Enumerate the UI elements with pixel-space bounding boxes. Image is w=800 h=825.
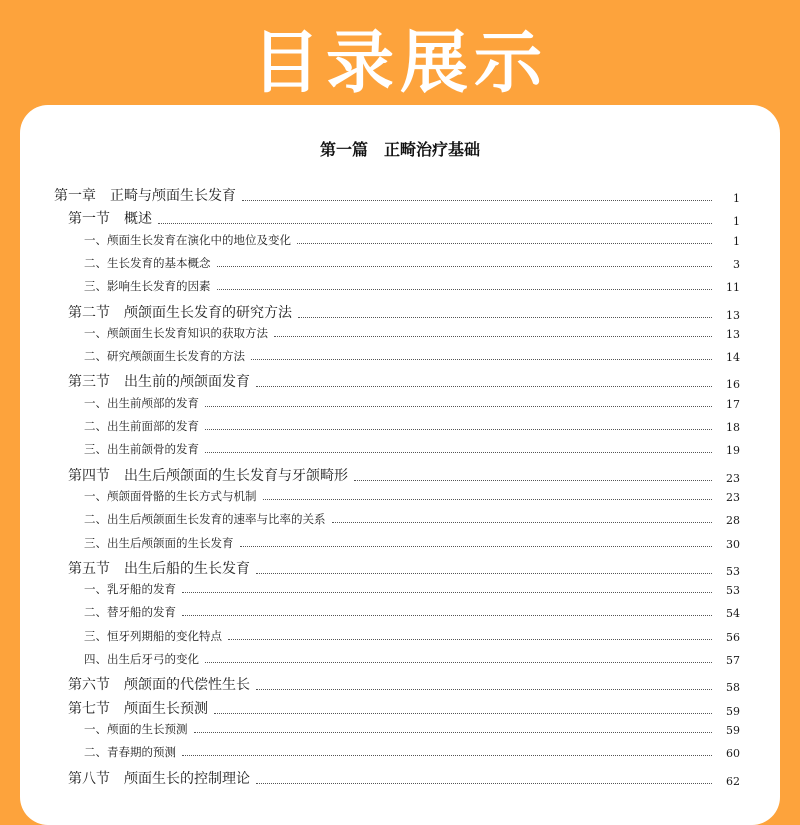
dot-leader — [256, 573, 712, 574]
toc-entry-title: 第一节 概述 — [68, 211, 152, 228]
toc-entry-title: 一、颅面生长发育在演化中的地位及变化 — [84, 232, 291, 247]
dot-leader — [256, 689, 712, 690]
toc-entry-page: 58 — [726, 681, 740, 695]
dot-leader — [297, 243, 712, 244]
toc-entry-title: 第二节 颅颌面生长发育的研究方法 — [68, 304, 292, 321]
toc-entry-page: 13 — [726, 327, 740, 341]
toc-entry-title: 二、出生后颅颌面生长发育的速率与比率的关系 — [84, 512, 326, 527]
toc-subsection — [84, 278, 740, 294]
toc-subsection — [84, 721, 740, 737]
part-title: 第一篇 正畸治疗基础 — [319, 140, 480, 159]
toc-section — [68, 558, 740, 578]
toc-subsection — [84, 651, 740, 667]
toc-subsection — [84, 418, 740, 434]
dot-leader — [205, 429, 712, 430]
dot-leader — [251, 359, 712, 360]
toc-section — [68, 768, 740, 788]
toc-entry-page: 1 — [733, 234, 740, 248]
toc-entry-page: 1 — [733, 215, 740, 229]
toc-entry-page: 11 — [726, 281, 740, 295]
toc-subsection — [84, 535, 740, 551]
toc-entry-title: 第四节 出生后颅颌面的生长发育与牙颌畸形 — [68, 467, 348, 484]
toc-entry-page: 62 — [726, 774, 740, 788]
toc-section — [68, 208, 740, 228]
toc-entry-page: 23 — [726, 490, 740, 504]
dot-leader — [256, 783, 712, 784]
toc-entry-page: 54 — [726, 607, 740, 621]
dot-leader — [256, 386, 712, 387]
toc-entry-page: 28 — [726, 514, 740, 528]
dot-leader — [242, 200, 712, 201]
dot-leader — [217, 266, 713, 267]
toc-section — [68, 674, 740, 694]
toc-entry-title: 三、出生前颌骨的发育 — [84, 442, 199, 457]
toc-section — [68, 302, 740, 322]
toc-entry-page: 19 — [726, 444, 740, 458]
toc-subsection — [84, 744, 740, 760]
toc-entry-title: 二、研究颅颌面生长发育的方法 — [84, 349, 245, 364]
toc-entry-title: 第六节 颅颌面的代偿性生长 — [68, 677, 250, 694]
toc-entry-title: 一、颅颌面骨骼的生长方式与机制 — [84, 488, 257, 503]
toc-chapter — [54, 185, 740, 205]
dot-leader — [274, 336, 712, 337]
toc-entry-page: 53 — [726, 564, 740, 578]
toc-subsection — [84, 628, 740, 644]
toc-entry-page: 13 — [726, 308, 740, 322]
dot-leader — [205, 406, 712, 407]
dot-leader — [182, 615, 712, 616]
toc-entry-title: 第三节 出生前的颅颌面发育 — [68, 374, 250, 391]
toc-entry-title: 二、出生前面部的发育 — [84, 419, 199, 433]
toc-entry-title: 第七节 颅面生长预测 — [68, 700, 208, 717]
toc-subsection — [84, 488, 740, 504]
toc-entry-page: 18 — [726, 421, 740, 434]
toc-entry-page: 59 — [726, 723, 740, 737]
toc-entry-title: 二、青春期的预测 — [84, 745, 176, 760]
toc-entry-page: 56 — [726, 630, 740, 644]
dot-leader — [182, 755, 712, 756]
toc-subsection — [84, 441, 740, 457]
toc-section — [68, 465, 740, 485]
toc-subsection — [84, 255, 740, 271]
toc-entry-title: 一、颅面的生长预测 — [84, 721, 188, 736]
toc-entry-page: 53 — [726, 584, 740, 598]
toc-entry-title: 第一章 正畸与颅面生长发育 — [54, 188, 236, 204]
toc-entry-page: 3 — [733, 257, 740, 271]
toc-card — [20, 105, 780, 825]
dot-leader — [332, 522, 713, 523]
dot-leader — [263, 499, 713, 500]
dot-leader — [205, 452, 712, 453]
toc-subsection — [84, 511, 740, 527]
toc-entry-title: 三、恒牙列期船的变化特点 — [84, 628, 222, 643]
toc-subsection — [84, 232, 740, 248]
dot-leader — [158, 223, 712, 224]
toc-entry-title: 第五节 出生后船的生长发育 — [68, 560, 250, 577]
toc-entry-page: 1 — [733, 192, 740, 205]
dot-leader — [240, 546, 713, 547]
dot-leader — [217, 289, 713, 290]
toc-entry-page: 14 — [726, 351, 740, 365]
dot-leader — [354, 480, 712, 481]
toc-entry-title: 一、乳牙船的发育 — [84, 582, 176, 597]
toc-entry-title: 四、出生后牙弓的变化 — [84, 652, 199, 666]
toc-entry-title: 第八节 颅面生长的控制理论 — [68, 770, 250, 787]
toc-entry-page: 16 — [726, 378, 740, 392]
toc-subsection — [84, 395, 740, 411]
toc-entry-page: 30 — [726, 537, 740, 551]
toc-entry-title: 二、生长发育的基本概念 — [84, 255, 211, 270]
dot-leader — [182, 592, 712, 593]
toc-subsection — [84, 348, 740, 364]
banner-title: 目录展示 — [251, 24, 548, 103]
toc-entry-page: 60 — [726, 747, 740, 761]
toc-subsection — [84, 325, 740, 341]
dot-leader — [298, 317, 712, 318]
toc-entry-page: 57 — [726, 654, 740, 667]
toc-section — [68, 698, 740, 718]
toc-entry-page: 23 — [726, 471, 740, 485]
dot-leader — [205, 662, 712, 663]
dot-leader — [214, 713, 712, 714]
dot-leader — [228, 639, 712, 640]
toc-entry-page: 17 — [726, 397, 740, 411]
toc-entry-title: 三、出生后颅颌面的生长发育 — [84, 535, 234, 550]
toc-entry-title: 一、出生前颅部的发育 — [84, 395, 199, 410]
toc-section — [68, 371, 740, 391]
toc-subsection — [84, 581, 740, 597]
toc-subsection — [84, 604, 740, 620]
toc-entry-title: 二、替牙船的发育 — [84, 605, 176, 620]
dot-leader — [194, 732, 713, 733]
toc-entry-title: 三、影响生长发育的因素 — [84, 279, 211, 294]
toc-entry-title: 一、颅颌面生长发育知识的获取方法 — [84, 325, 268, 340]
toc-entry-page: 59 — [726, 704, 740, 718]
